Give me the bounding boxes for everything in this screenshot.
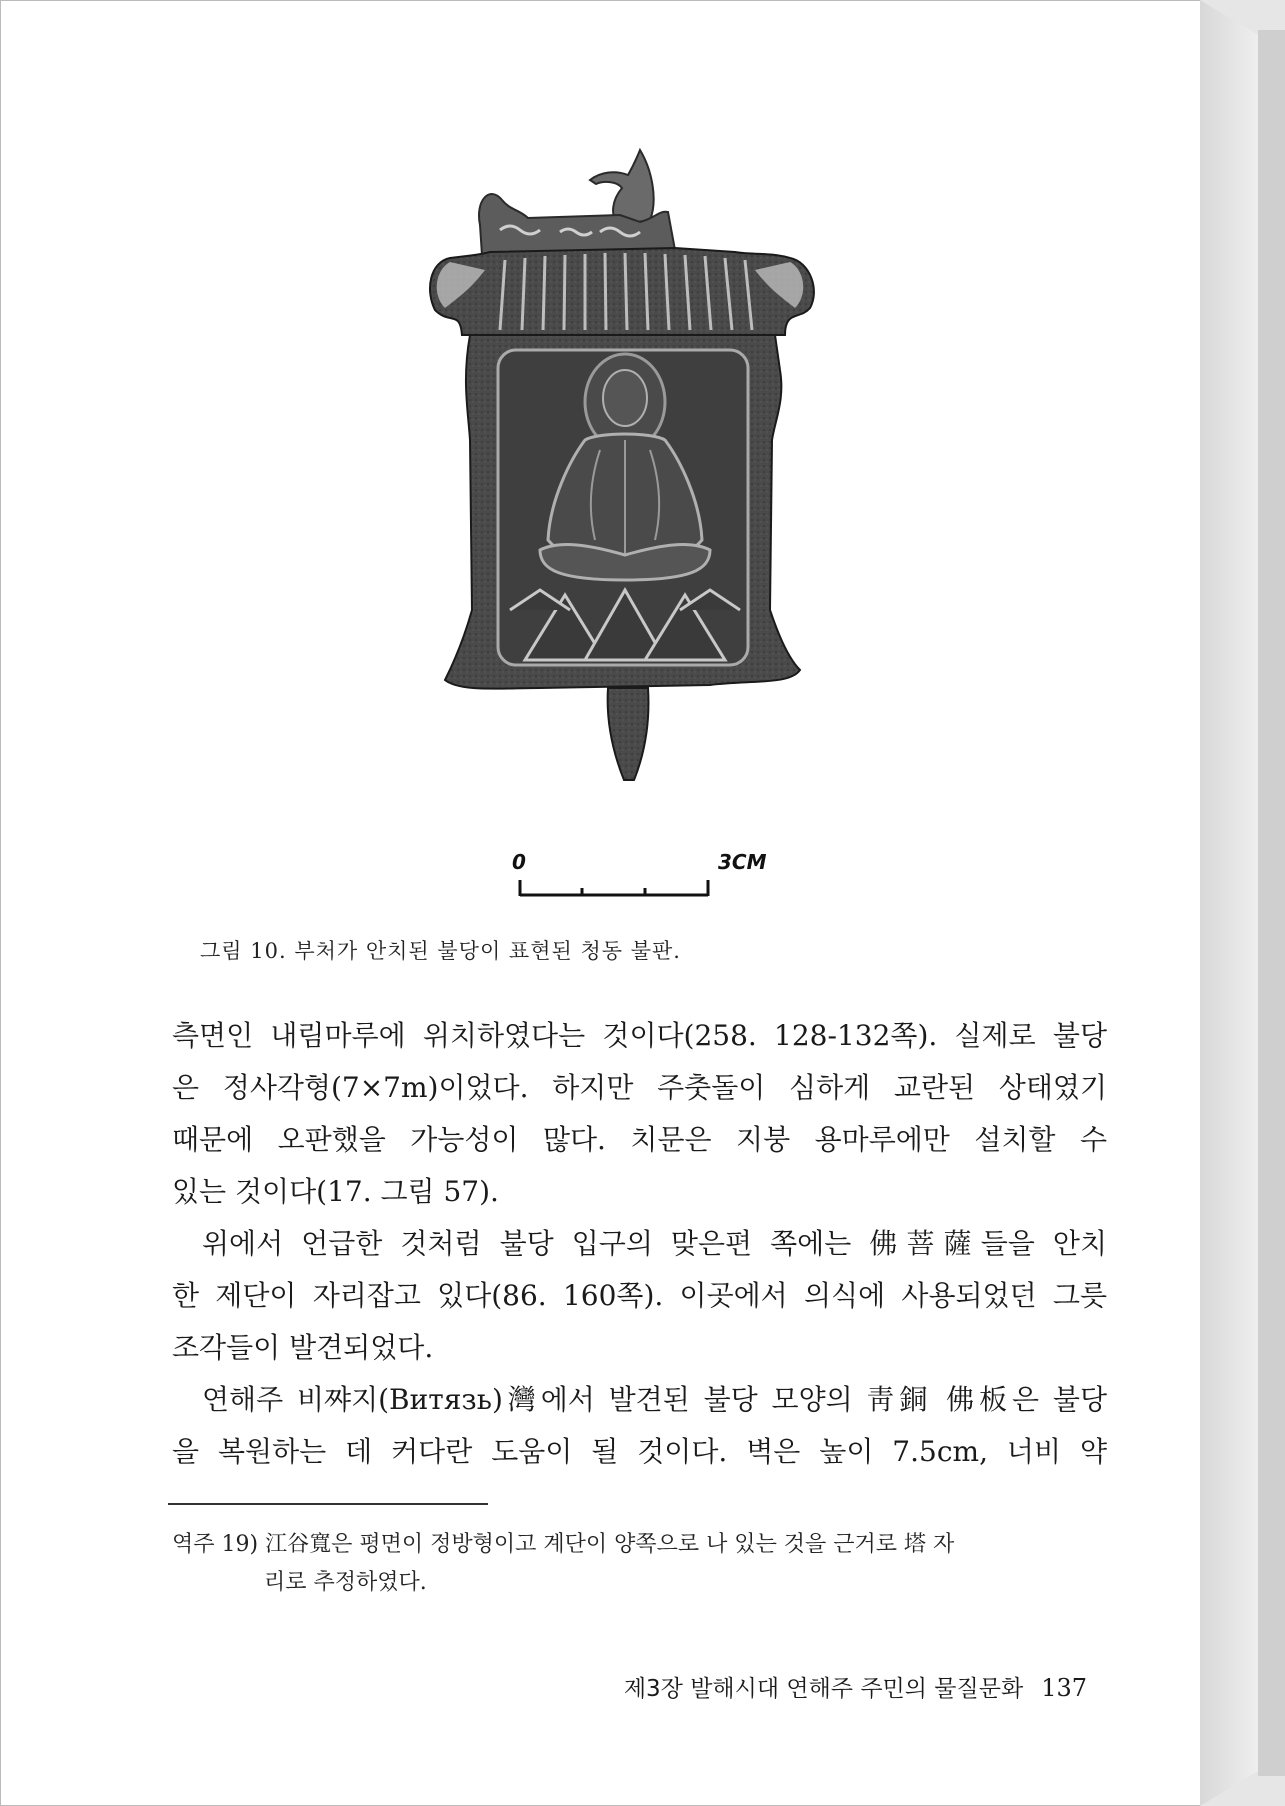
buddha-head xyxy=(603,370,647,426)
text-line: 때문에 오판했을 가능성이 많다. 치문은 지붕 용마루에만 설치할 수 xyxy=(172,1123,1107,1156)
footnote-line: 리로 추정하였다. xyxy=(264,1570,427,1595)
text-line: 은 정사각형(7×7m)이었다. 하지만 주춧돌이 심하게 교란된 상태였기 xyxy=(172,1071,1107,1104)
roof-finial xyxy=(590,150,654,225)
footnote-divider xyxy=(168,1503,488,1505)
scale-start-label: 0 xyxy=(512,850,526,874)
page-number: 137 xyxy=(1041,1674,1087,1702)
running-footer xyxy=(624,1670,1087,1703)
scale-end-label: 3CM xyxy=(718,850,767,874)
text-line: 조각들이 발견되었다. xyxy=(172,1331,434,1364)
plaque-illustration xyxy=(390,140,870,900)
page-edge-shade xyxy=(1200,0,1260,1806)
page-edge-thickness xyxy=(1258,30,1285,1776)
footnote xyxy=(172,1526,1107,1602)
figure-caption: 그림 10. 부처가 안치된 불당이 표현된 청동 불판. xyxy=(200,939,681,963)
text-line: 측면인 내림마루에 위치하였다는 것이다(258. 128-132쪽). 실제로 불당 xyxy=(172,1019,1107,1052)
text-line: 을 복원하는 데 커다란 도움이 될 것이다. 벽은 높이 7.5cm, 너비 약 xyxy=(172,1435,1107,1468)
footnote-line: 역주 19) 江谷寬은 평면이 정방형이고 계단이 양쪽으로 나 있는 것을 근거로 塔 자 xyxy=(172,1532,955,1557)
roof xyxy=(430,248,814,335)
bronze-plaque-figure xyxy=(390,140,870,900)
body-text xyxy=(172,1010,1107,1478)
text-line: 있는 것이다(17. 그림 57). xyxy=(172,1175,499,1208)
chapter-title: 제3장 발해시대 연해주 주민의 물질문화 xyxy=(623,1676,1024,1702)
bottom-tang xyxy=(608,688,649,780)
paragraph-1 xyxy=(172,1010,1107,1218)
paragraph-3 xyxy=(172,1374,1107,1478)
text-line: 한 제단이 자리잡고 있다(86. 160쪽). 이곳에서 의식에 사용되었던 그릇 xyxy=(172,1279,1107,1312)
text-line: 연해주 비쨔지(Витязь)灣에서 발견된 불당 모양의 靑銅 佛板은 불당 xyxy=(202,1383,1107,1416)
scale-bar xyxy=(520,880,708,896)
paragraph-2 xyxy=(172,1218,1107,1374)
text-line: 위에서 언급한 것처럼 불당 입구의 맞은편 쪽에는 佛菩薩들을 안치 xyxy=(202,1227,1107,1260)
